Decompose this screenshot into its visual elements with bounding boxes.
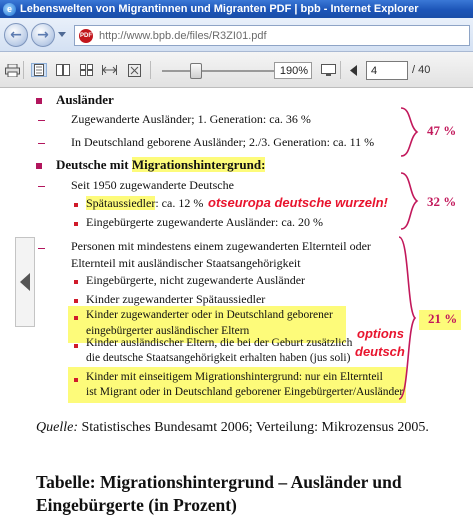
section-bullet	[36, 98, 42, 104]
section-heading-auslaender: Ausländer	[56, 92, 114, 107]
list-item: Zugewanderte Ausländer; 1. Generation: ca. 36 %	[71, 112, 311, 126]
zoom-slider-track[interactable]	[162, 70, 274, 72]
highlight: Migrationshintergrund:	[131, 157, 266, 172]
percent-label: 47 %	[427, 123, 457, 138]
brace-47	[399, 106, 421, 158]
window-title: Lebenswelten von Migrantinnen und Migranten PDF | bpb - Internet Explorer	[20, 3, 419, 15]
brace-32	[399, 171, 421, 231]
list-item: Seit 1950 zugewanderte Deutsche	[71, 178, 234, 192]
fullscreen-icon[interactable]	[320, 63, 336, 77]
page-total: / 40	[412, 64, 431, 76]
section-bullet	[36, 163, 42, 169]
percent-label: 21 %	[428, 311, 458, 326]
print-icon[interactable]	[4, 63, 20, 77]
arrow-left-icon: ←	[10, 27, 22, 43]
previous-page-side-button[interactable]	[15, 237, 35, 327]
sub-item-highlighted: Kinder mit einseitigem Migrationshintergrund: nur ein Elternteil	[86, 371, 383, 383]
url-field[interactable]	[74, 25, 470, 46]
sub-item-highlighted-continued: ist Migrant oder in Deutschland geborener Eingebürgerter/Ausländer	[86, 386, 404, 398]
sub-item: Kinder zugewanderter Spätaussiedler	[86, 292, 266, 306]
list-item: In Deutschland geborene Ausländer; 2./3. Generation: ca. 11 %	[71, 135, 375, 149]
zoom-slider-thumb[interactable]	[190, 63, 202, 79]
fit-width-icon[interactable]	[101, 63, 117, 77]
fit-page-icon[interactable]	[126, 63, 142, 77]
sub-item-spaetaussiedler: Spätaussiedler: ca. 12 %	[86, 196, 204, 210]
percent-label: 32 %	[427, 194, 457, 209]
sub-item: Kinder ausländischer Eltern, die bei der Geburt zusätzlich	[86, 337, 353, 349]
sub-item-highlighted: Kinder zugewanderter oder in Deutschland geborener	[86, 309, 333, 321]
window-title-bar	[0, 0, 473, 18]
sub-item: Eingebürgerte zugewanderte Ausländer: ca. 20 %	[86, 215, 324, 229]
brace-21	[397, 235, 419, 401]
handwritten-annotation: options	[357, 326, 404, 341]
arrow-right-icon: →	[37, 27, 49, 43]
sub-item-continued: die deutsche Staatsangehörigkeit erhalten haben (jus soli)	[86, 352, 351, 364]
sub-item-highlighted-continued: eingebürgerter ausländischer Eltern	[86, 325, 250, 337]
source-line: Quelle: Statistisches Bundesamt 2006; Verteilung: Mikrozensus 2005.	[36, 420, 429, 435]
handwritten-annotation: deutsch	[355, 344, 405, 359]
handwritten-annotation: otseuropa deutsche wurzeln!	[208, 195, 388, 210]
back-button[interactable]	[4, 23, 28, 47]
list-item-continued: Elternteil mit ausländischer Staatsangehörigkeit	[71, 256, 301, 270]
history-dropdown-icon[interactable]	[58, 32, 66, 37]
address-bar-area	[0, 18, 473, 52]
url-text: http://www.bpb.de/files/R3ZI01.pdf	[99, 29, 267, 42]
arrow-left-icon	[20, 273, 30, 291]
internet-explorer-icon: e	[3, 3, 16, 16]
single-page-view-icon[interactable]	[31, 63, 47, 77]
forward-button[interactable]	[31, 23, 55, 47]
zoom-level-field[interactable]: 190%	[274, 62, 312, 79]
pdf-document	[0, 89, 473, 515]
pdf-icon: PDF	[79, 29, 93, 43]
page-number-input[interactable]: 4	[366, 61, 408, 80]
previous-page-icon[interactable]	[346, 63, 362, 77]
table-title: Tabelle: Migrationshintergrund – Ausländer und	[36, 472, 402, 492]
two-page-view-icon[interactable]	[55, 63, 71, 77]
list-item: Personen mit mindestens einem zugewanderten Elternteil oder	[71, 239, 371, 253]
table-title-continued: Eingebürgerte (in Prozent)	[36, 495, 237, 515]
sub-item: Eingebürgerte, nicht zugewanderte Ausländer	[86, 273, 306, 287]
pdf-toolbar	[0, 52, 473, 88]
section-heading-deutsche: Deutsche mit Migrationshintergrund:	[56, 157, 266, 172]
thumbnail-grid-icon[interactable]	[78, 63, 94, 77]
